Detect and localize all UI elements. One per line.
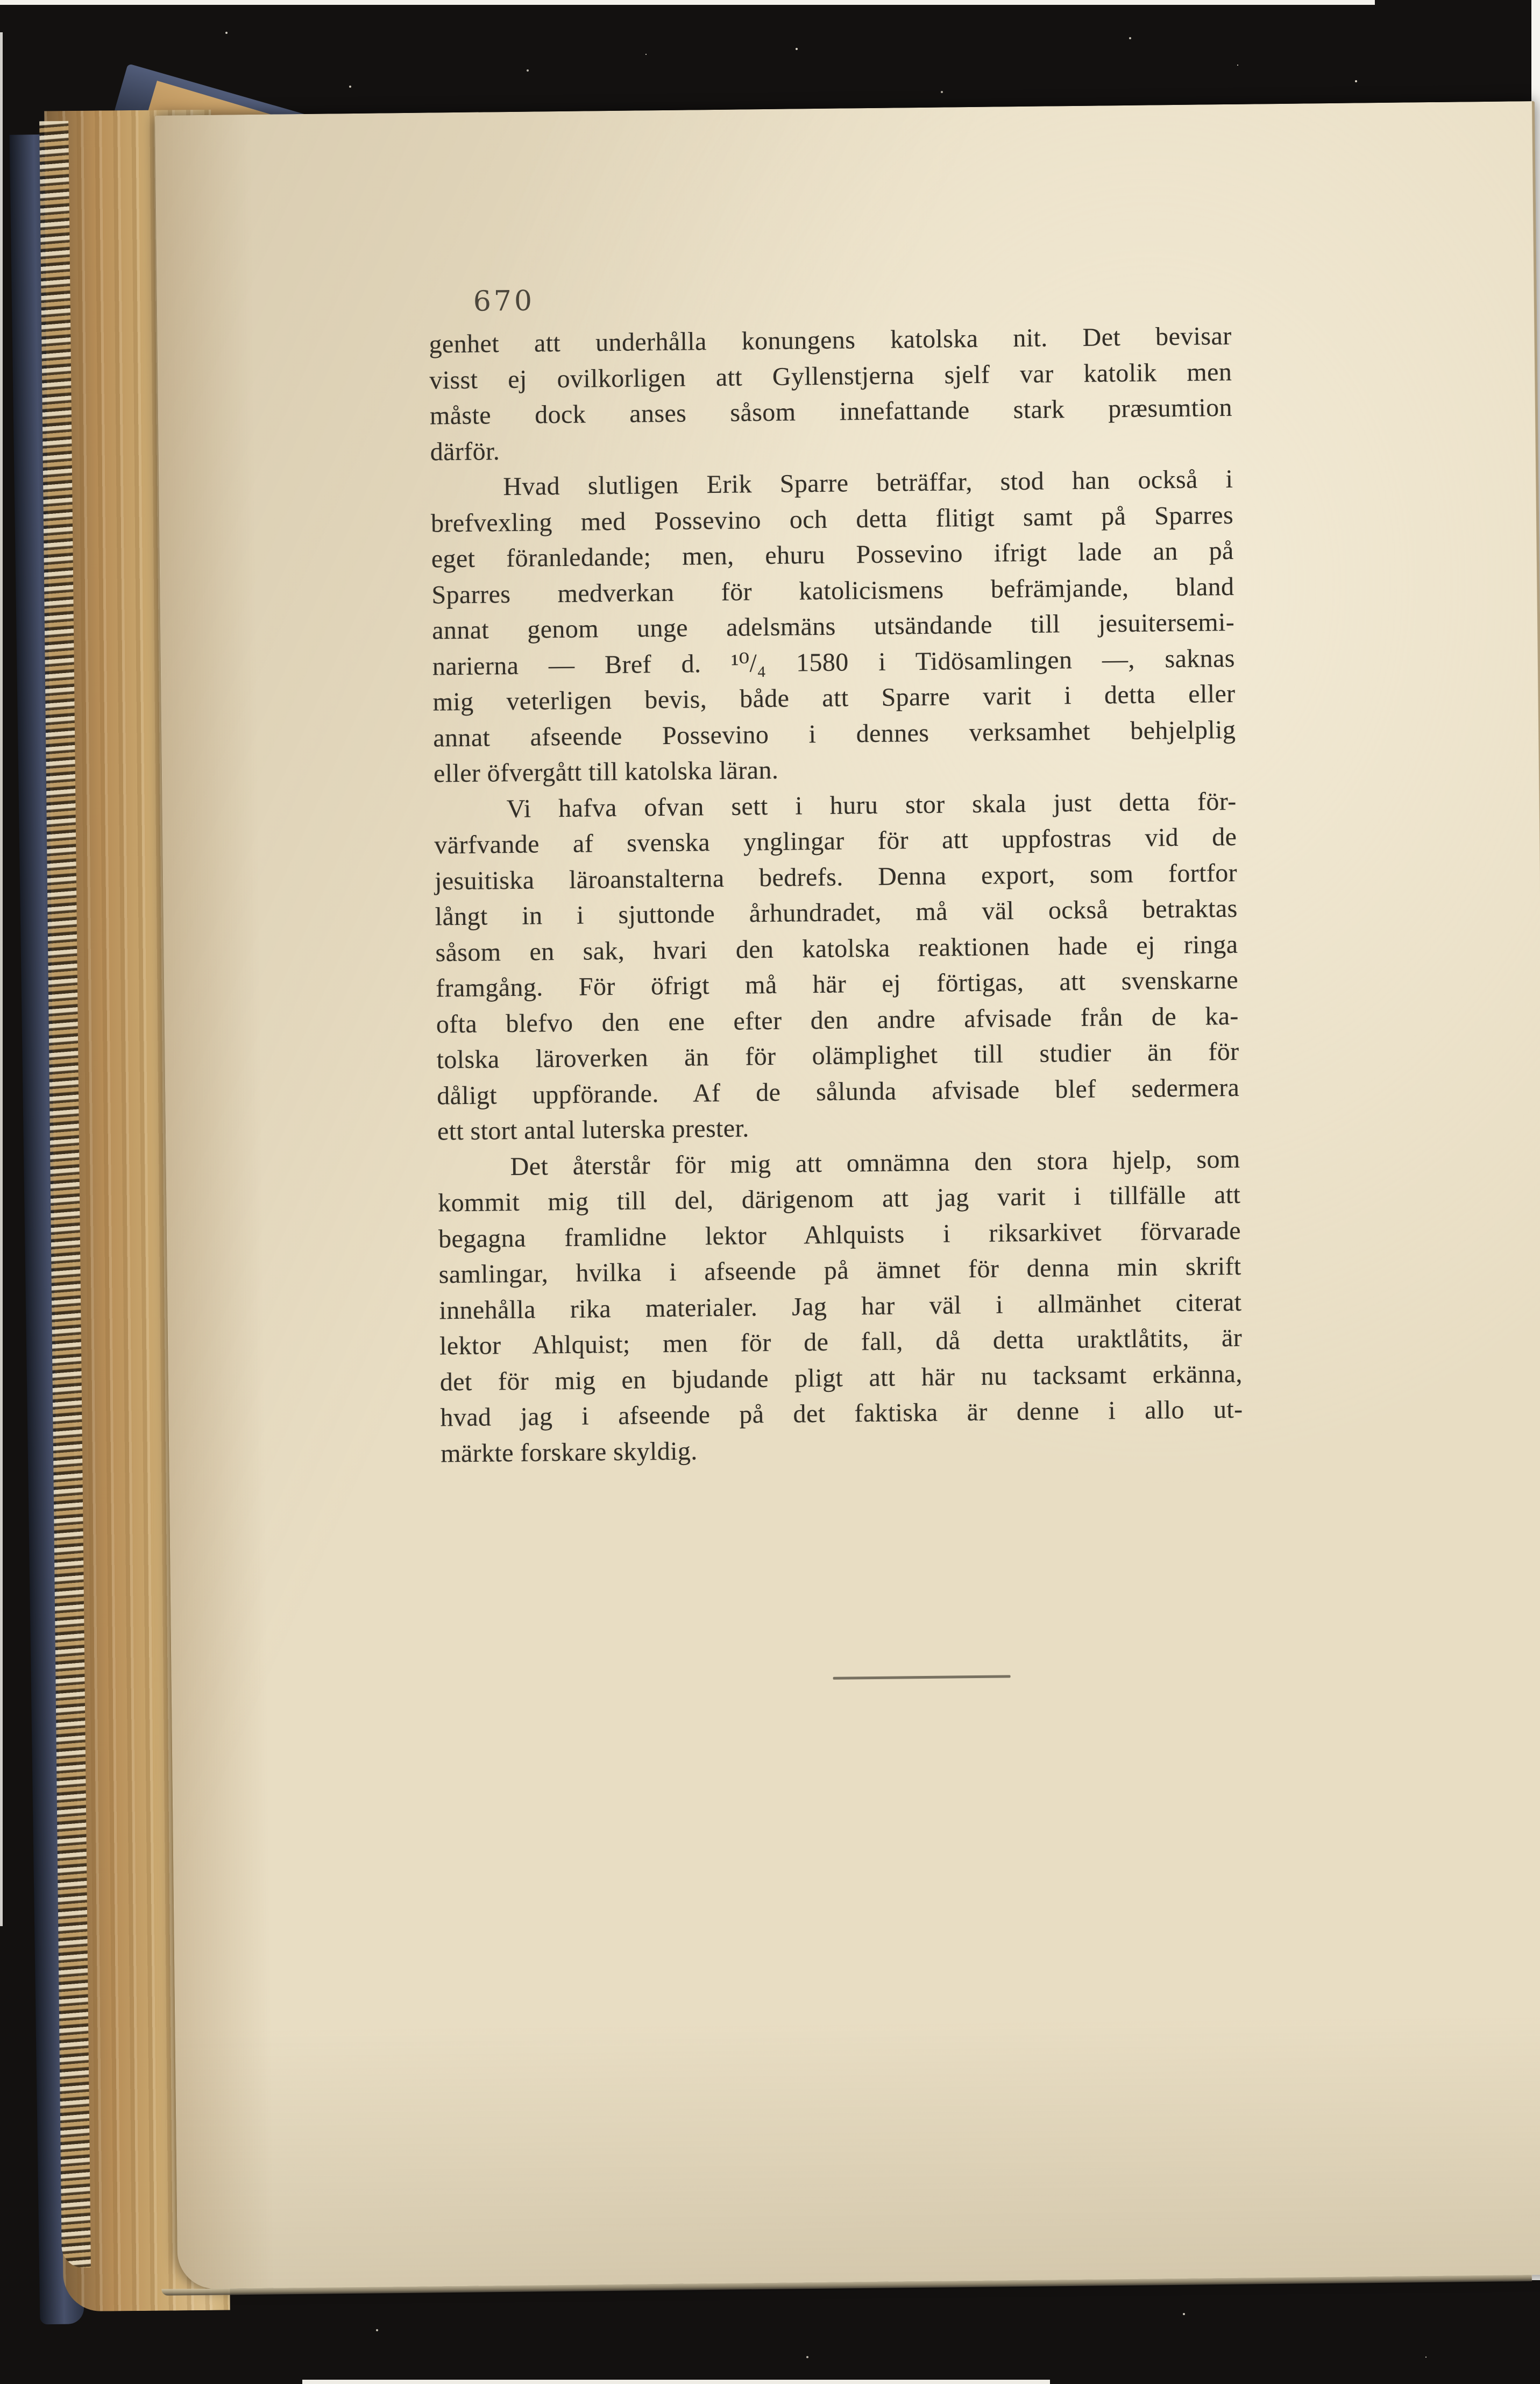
text-line: värfvande af svenska ynglingar för att uppfostras vid de: [434, 822, 1237, 860]
page-text: [429, 319, 1243, 1472]
text-line: ofta blefvo den ene efter den andre afvisade från de ka-: [436, 1001, 1239, 1038]
text-line: därför.: [430, 436, 500, 466]
scanner-edge-left: [0, 32, 3, 1926]
text-line: mig veterligen bevis, både att Sparre varit i detta eller: [432, 679, 1236, 717]
text-line: narierna — Bref d. ¹⁰/₄ 1580 i Tidösamlingen —, saknas: [432, 643, 1236, 681]
scanner-edge-top: [0, 0, 1375, 5]
text-line: måste dock anses såsom innefattande stark præsumtion: [429, 393, 1233, 430]
text-line: eller öfvergått till katolska läran.: [433, 755, 779, 788]
text-line: tolska läroverken än för olämplighet till studier än för: [436, 1037, 1239, 1074]
text-line: kommit mig till del, därigenom att jag varit i tillfälle att: [438, 1180, 1241, 1218]
text-line: Hvad slutligen Erik Sparre beträffar, stod han också i: [503, 464, 1233, 501]
text-line: jesuitiska läroanstalterna bedrefs. Denna export, som fortfor: [434, 858, 1238, 895]
text-line: såsom en sak, hvari den katolska reaktionen hade ej ringa: [435, 930, 1238, 967]
text-line: brefvexling med Possevino och detta flitigt samt på Sparres: [430, 500, 1234, 538]
page-number: 670: [473, 285, 535, 318]
text-line: långt in i sjuttonde århundradet, må väl också betraktas: [435, 894, 1238, 931]
text-line: innehålla rika materialer. Jag har väl i allmänhet citerat: [439, 1287, 1242, 1325]
book-page: [155, 101, 1540, 2289]
section-divider-rule: [833, 1675, 1011, 1679]
text-line: ett stort antal luterska prester.: [437, 1114, 749, 1146]
text-line: samlingar, hvilka i afseende på ämnet för denna min skrift: [438, 1251, 1241, 1289]
text-line: begagna framlidne lektor Ahlquists i riksarkivet förvarade: [438, 1216, 1241, 1253]
text-line: lektor Ahlquist; men för de fall, då detta uraktlåtits, är: [439, 1323, 1243, 1361]
text-line: dåligt uppförande. Af de sålunda afvisade blef sedermera: [436, 1073, 1240, 1110]
text-line: annat afseende Possevino i dennes verksamhet behjelplig: [433, 715, 1236, 753]
scanner-edge-bottom: [302, 2380, 1050, 2384]
text-line: Det återstår för mig att omnämna den stora hjelp, som: [510, 1144, 1240, 1181]
text-line: eget föranledande; men, ehuru Possevino ifrigt lade an på: [431, 536, 1234, 574]
text-line: framgång. För öfrigt må här ej förtigas, att svenskarne: [435, 965, 1239, 1003]
text-line: visst ej ovilkorligen att Gyllenstjerna sjelf var katolik men: [429, 357, 1232, 395]
text-line: genhet att underhålla konungens katolska nit. Det bevisar: [429, 321, 1232, 359]
text-line: Sparres medverkan för katolicismens befrämjande, bland: [431, 572, 1234, 610]
text-line: hvad jag i afseende på det faktiska är denne i allo ut-: [440, 1395, 1243, 1432]
text-line: annat genom unge adelsmäns utsändande till jesuitersemi-: [431, 607, 1235, 645]
text-line: Vi hafva ofvan sett i huru stor skala just detta för-: [506, 787, 1237, 823]
text-line: märkte forskare skyldig.: [440, 1436, 698, 1468]
text-line: det för mig en bjudande pligt att här nu tacksamt erkänna,: [439, 1359, 1243, 1396]
